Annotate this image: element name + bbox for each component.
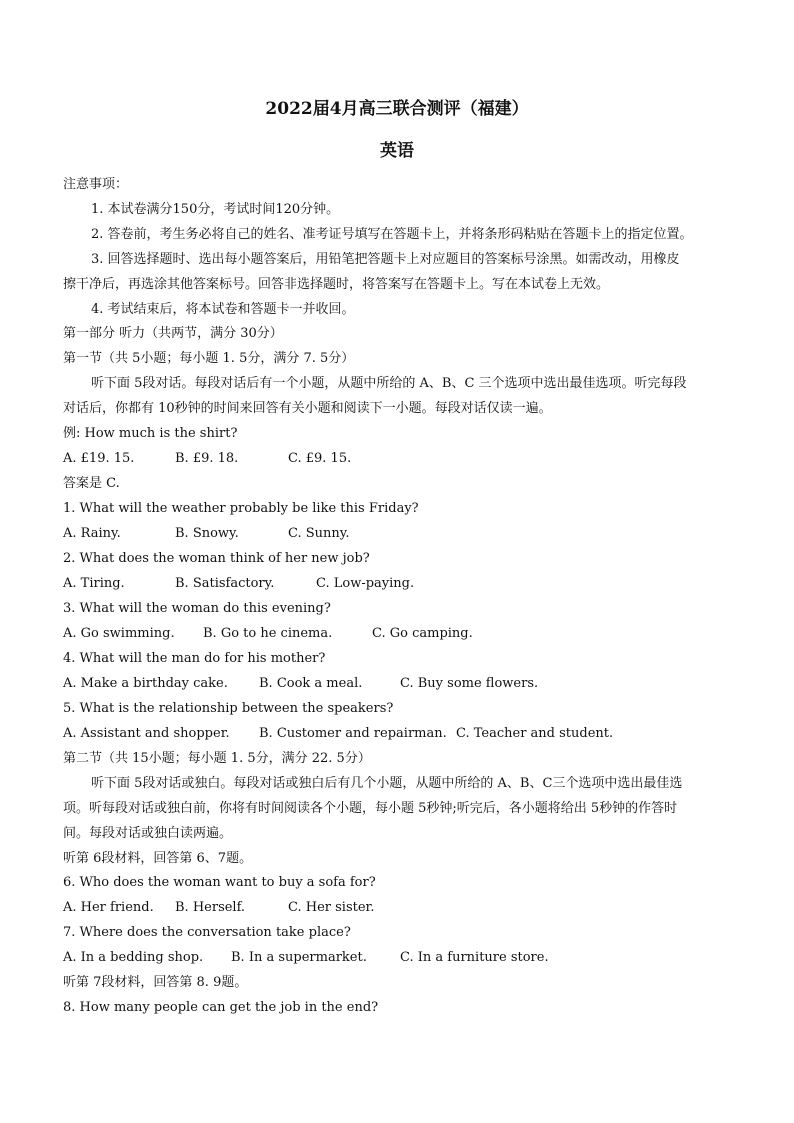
- option: B. In a supermarket.: [231, 950, 367, 965]
- option: A. Tiring.: [63, 576, 125, 591]
- section2-instruction: 间。每段对话或独白读两遍。: [63, 826, 233, 841]
- option: C. Her sister.: [288, 900, 375, 915]
- option: C. Buy some flowers.: [400, 676, 539, 691]
- material-heading: 听第 6段材料，回答第 6、7题。: [63, 851, 253, 866]
- notice-item: 2. 答卷前，考生务必将自己的姓名、准考证号填写在答题卡上，并将条形码粘贴在答题卡上的指定位置。: [91, 227, 693, 242]
- option: B. Cook a meal.: [259, 676, 363, 691]
- subject-title: 英语: [380, 141, 414, 161]
- example-question: 例: How much is the shirt?: [63, 426, 238, 441]
- notice-item: 3. 回答选择题时、选出每小题答案后，用铅笔把答题卡上对应题目的答案标号涂黑。如需改动，用橡皮: [91, 252, 680, 267]
- option: A. Rainy.: [63, 526, 121, 541]
- option: B. Herself.: [175, 900, 246, 915]
- question: 3. What will the woman do this evening?: [63, 601, 331, 616]
- exam-title: 2022届4月高三联合测评（福建）: [265, 99, 529, 119]
- option: B. Customer and repairman.: [259, 726, 447, 741]
- option: A. Her friend.: [63, 900, 154, 915]
- option: B. Satisfactory.: [175, 576, 275, 591]
- question: 7. Where does the conversation take place?: [63, 925, 351, 940]
- option: C. In a furniture store.: [400, 950, 549, 965]
- option: B. Go to he cinema.: [203, 626, 333, 641]
- part1-heading: 第一部分 听力（共两节，满分 30分）: [63, 326, 283, 341]
- option: A. Make a birthday cake.: [63, 676, 228, 691]
- section1-instruction: 对话后，你都有 10秒钟的时间来回答有关小题和阅读下一小题。每段对话仅读一遍。: [63, 401, 552, 416]
- notice-item: 4. 考试结束后，将本试卷和答题卡一并收回。: [91, 302, 355, 317]
- question: 8. How many people can get the job in the end?: [63, 1000, 379, 1015]
- section2-heading: 第二节（共 15小题；每小题 1. 5分，满分 22. 5分）: [63, 751, 371, 766]
- notice-item: 1. 本试卷满分150分，考试时间120分钟。: [91, 202, 340, 217]
- section1-instruction: 听下面 5段对话。每段对话后有一个小题，从题中所给的 A、B、C 三个选项中选出最佳选项。听完每段: [91, 376, 687, 391]
- question: 2. What does the woman think of her new job?: [63, 551, 370, 566]
- section2-instruction: 听下面 5段对话或独白。每段对话或独白后有几个小题，从题中所给的 A、B、C三个选项中选出最佳选: [91, 776, 683, 791]
- question: 4. What will the man do for his mother?: [63, 651, 326, 666]
- option: C. Sunny.: [288, 526, 350, 541]
- section1-heading: 第一节（共 5小题；每小题 1. 5分，满分 7. 5分）: [63, 351, 355, 366]
- option: C. Low-paying.: [316, 576, 415, 591]
- example-option: B. £9. 18.: [175, 451, 239, 466]
- notice-item: 擦干净后，再选涂其他答案标号。回答非选择题时，将答案写在答题卡上。写在本试卷上无效。: [63, 277, 610, 292]
- question: 1. What will the weather probably be like this Friday?: [63, 501, 419, 516]
- question: 5. What is the relationship between the speakers?: [63, 701, 394, 716]
- example-option: C. £9. 15.: [288, 451, 352, 466]
- option: A. Go swimming.: [63, 626, 175, 641]
- option: A. Assistant and shopper.: [63, 726, 230, 741]
- section2-instruction: 项。听每段对话或独白前，你将有时间阅读各个小题，每小题 5秒钟;听完后，各小题将给出 5秒钟的作答时: [63, 801, 678, 816]
- option: C. Go camping.: [372, 626, 473, 641]
- material-heading: 听第 7段材料，回答第 8. 9题。: [63, 975, 248, 990]
- option: B. Snowy.: [175, 526, 239, 541]
- option: A. In a bedding shop.: [63, 950, 204, 965]
- notice-heading: 注意事项：: [63, 177, 129, 192]
- option: C. Teacher and student.: [456, 726, 614, 741]
- example-option: A. £19. 15.: [63, 451, 135, 466]
- example-answer: 答案是 C.: [63, 476, 120, 491]
- question: 6. Who does the woman want to buy a sofa for?: [63, 875, 376, 890]
